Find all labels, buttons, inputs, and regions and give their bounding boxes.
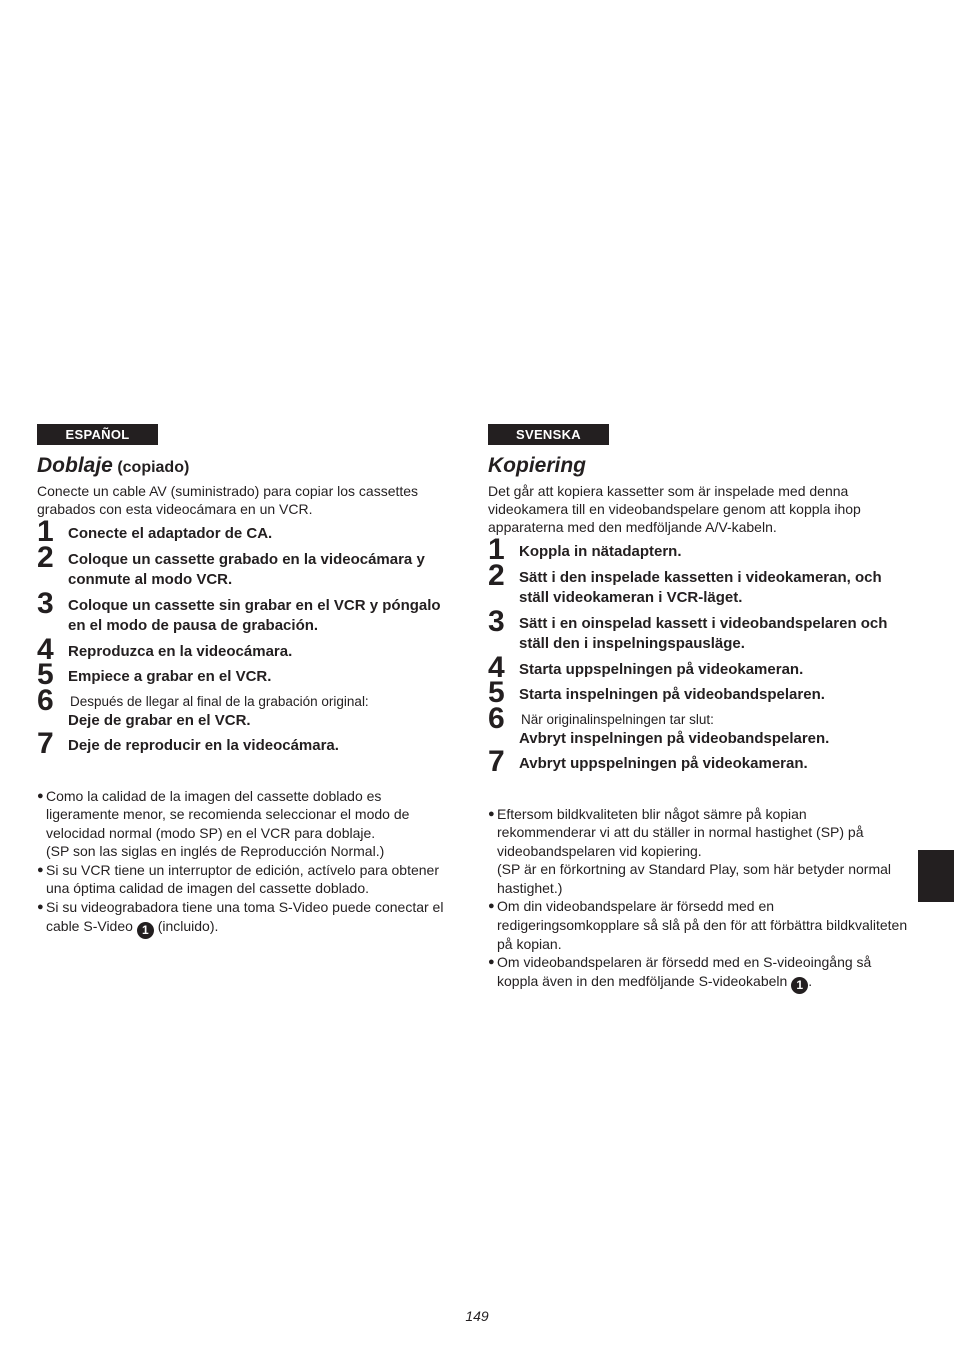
bullet-icon: ● [488,807,495,820]
bullet-icon: ● [37,789,44,802]
step-note: När originalinspelningen tar slut: [521,711,714,727]
intro-text: Det går att kopiera kassetter som är inspelade med denna videokamera till en videobandspelare genom att koppla ihop apparaterna med den medföljande A/V-kabeln. [488,483,861,535]
step-item [488,676,908,709]
step-text: Coloque un cassette sin grabar en el VCR y póngalo en el modo de pausa de grabación. [68,596,441,634]
language-tab-svenska: SVENSKA [488,424,609,445]
title-main: Doblaje [37,454,113,477]
bullet-icon: ● [37,863,44,876]
step-text: Reproduzca en la videocámara. [68,642,293,660]
note-item [488,897,908,953]
steps-list [488,533,908,778]
step-item [488,533,908,566]
section-title [488,454,908,480]
note-after: . [808,972,813,989]
step-number: 2 [37,540,54,574]
step-number: 4 [37,632,54,666]
notes-list [37,787,457,939]
section-title [37,454,457,480]
step-item [37,586,457,637]
step-item [37,727,457,760]
circled-number-icon: 1 [137,922,154,939]
step-note: Después de llegar al final de la grabación original: [70,693,369,709]
title-sub: (copiado) [117,459,190,476]
step-item [37,683,457,732]
step-number: 4 [488,650,505,684]
bullet-icon: ● [37,901,44,914]
note-item [37,898,457,939]
step-item [37,632,457,666]
note-item [488,805,908,898]
step-text: Sätt i den inspelade kassetten i videokameran, och ställ videokameran i VCR-läget. [519,568,882,606]
step-number: 6 [488,701,505,735]
note-item [37,787,457,861]
note-text: Si su VCR tiene un interruptor de edición, actívelo para obtener una óptima calidad de imagen del cassette doblado. [46,861,440,897]
step-number: 7 [488,745,505,778]
step-text: Koppla in nätadaptern. [519,543,682,560]
step-text: Deje de grabar en el VCR. [68,711,251,729]
step-number: 5 [37,658,54,691]
note-text: Om videobandspelaren är försedd med en S-videoingång så koppla även in den medföljande S-videokabeln [497,954,872,989]
step-number: 7 [37,727,54,760]
note-extra: (SP är en förkortning av Standard Play, som här betyder normal hastighet.) [497,861,892,896]
note-text: Como la calidad de la imagen del cassette doblado es ligeramente menor, se recomienda seleccionar el modo de velocidad normal (modo SP) en el VCR para doblaje. [46,787,410,841]
step-item [488,558,908,609]
step-text: Avbryt uppspelningen på videokameran. [519,755,808,772]
step-item [37,540,457,591]
step-text: Conecte el adaptador de CA. [68,525,273,542]
note-text: Eftersom bildkvaliteten blir något sämre på kopian rekommenderar vi att du ställer in normal hastighet (SP) på videobandspelaren vid kopiering. [497,805,864,859]
step-text: Coloque un cassette grabado en la videocámara y conmute al modo VCR. [68,550,425,588]
step-text: Avbryt inspelningen på videobandspelaren. [519,729,830,747]
step-number: 1 [37,515,54,548]
note-extra: (SP son las siglas en inglés de Reproducción Normal.) [46,843,385,860]
note-after: (incluido). [157,917,219,934]
note-text: Si su videograbadora tiene una toma S-Video puede conectar el cable S-Video [46,899,444,934]
page-number: 149 [465,1308,489,1324]
side-thumb-tab [918,850,954,902]
step-item [488,745,908,778]
bullet-icon: ● [488,900,495,913]
bullet-icon: ● [488,956,495,969]
step-number: 5 [488,676,505,709]
note-text: Om din videobandspelare är försedd med en redigeringsomkopplare så slå på den för att förbättra bildkvaliteten på kopian. [497,898,908,952]
step-number: 1 [488,533,505,566]
step-item [488,604,908,655]
step-number: 6 [37,683,54,717]
step-item [37,658,457,691]
note-item [37,861,457,898]
title-main: Kopiering [488,454,586,477]
step-text: Starta uppspelningen på videokameran. [519,660,804,678]
intro-text: Conecte un cable AV (suministrado) para copiar los cassettes grabados con esta videocámara en un VCR. [37,483,419,517]
espanol-column [37,424,457,939]
step-text: Deje de reproducir en la videocámara. [68,737,339,754]
step-text: Sätt i en oinspelad kassett i videobandspelaren och ställ den i inspelningspausläge. [519,614,888,652]
notes-list [488,805,908,994]
step-item [488,701,908,750]
step-number: 3 [488,604,505,638]
steps-list [37,515,457,760]
step-number: 3 [37,586,54,620]
step-text: Empiece a grabar en el VCR. [68,668,272,685]
step-number: 2 [488,558,505,592]
svenska-column [488,424,908,994]
step-item [37,515,457,548]
language-tab-espanol: ESPAÑOL [37,424,158,445]
step-item [488,650,908,684]
circled-number-icon: 1 [791,977,808,994]
note-item [488,953,908,994]
step-text: Starta inspelningen på videobandspelaren. [519,686,825,703]
